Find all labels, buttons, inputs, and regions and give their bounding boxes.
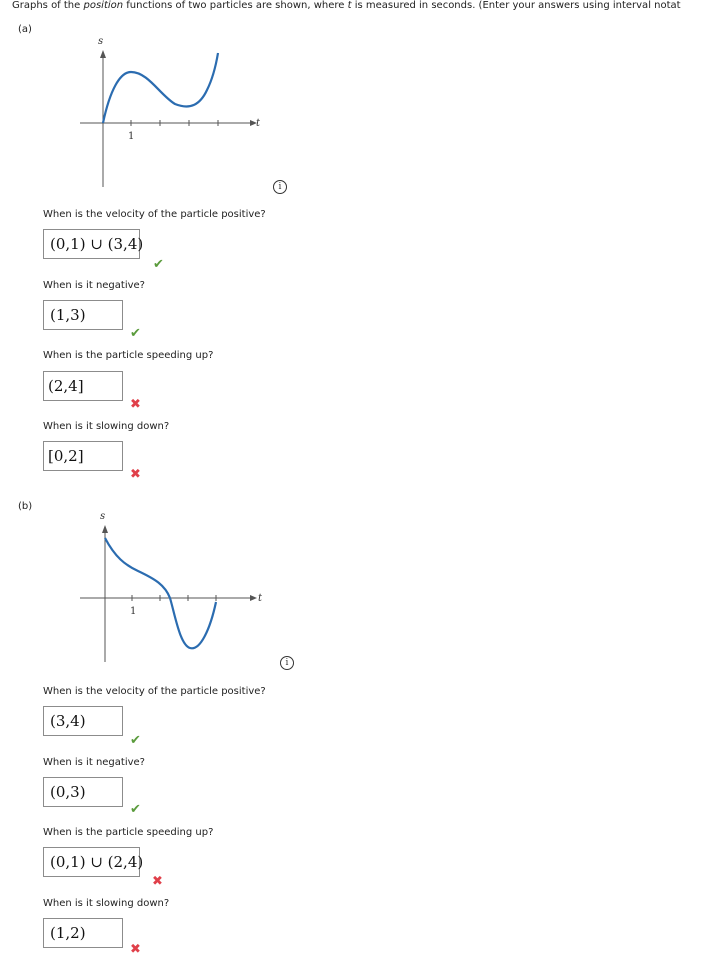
part-b-q2-check-icon: ✔ [130, 802, 141, 817]
part-a-q4-text: When is it slowing down? [43, 421, 170, 432]
part-b-tick-label-1: 1 [130, 606, 137, 617]
part-b-q1-text: When is the velocity of the particle positive? [43, 686, 266, 697]
part-a-label: (a) [18, 24, 32, 35]
part-a-tick-label-1: 1 [128, 131, 135, 142]
part-a-q3-answer-input[interactable]: (2,4] [43, 371, 123, 401]
part-b-info-icon[interactable]: i [280, 656, 294, 670]
part-b-position-graph [70, 505, 270, 665]
part-b-q2-answer-input[interactable]: (0,3) [43, 777, 123, 807]
part-a-s-label: s [98, 36, 104, 47]
part-a-q1-answer-input[interactable]: (0,1) ∪ (3,4) [43, 229, 140, 259]
part-b-s-axis-arrow [102, 525, 108, 533]
part-a-s-axis-arrow [100, 50, 106, 58]
part-a-q2-text: When is it negative? [43, 280, 145, 291]
part-a-position-curve [103, 53, 218, 123]
part-a-q1-text: When is the velocity of the particle positive? [43, 209, 266, 220]
part-b-s-label: s [100, 511, 106, 522]
part-b-label: (b) [18, 501, 33, 512]
part-b-t-axis-arrow [250, 595, 257, 601]
part-b-q4-answer-input[interactable]: (1,2) [43, 918, 123, 948]
part-b-q1-check-icon: ✔ [130, 733, 141, 748]
part-a-q2-check-icon: ✔ [130, 326, 141, 341]
part-b-q3-answer-input[interactable]: (0,1) ∪ (2,4) [43, 847, 140, 877]
part-b-t-label: t [258, 593, 263, 604]
part-a-q1-check-icon: ✔ [153, 257, 164, 272]
part-a-q2-answer-input[interactable]: (1,3) [43, 300, 123, 330]
part-b-position-curve [105, 538, 216, 648]
part-a-q3-text: When is the particle speeding up? [43, 350, 214, 361]
part-a-info-icon[interactable]: i [273, 180, 287, 194]
part-a-q4-cross-icon: ✖ [130, 467, 141, 482]
part-b-q4-text: When is it slowing down? [43, 898, 170, 909]
part-a-position-graph [70, 30, 270, 190]
part-a-q4-answer-input[interactable]: [0,2] [43, 441, 123, 471]
part-a-t-label: t [256, 118, 261, 129]
part-b-q3-cross-icon: ✖ [152, 874, 163, 889]
part-b-q3-text: When is the particle speeding up? [43, 827, 214, 838]
part-b-q4-cross-icon: ✖ [130, 942, 141, 957]
part-b-q2-text: When is it negative? [43, 757, 145, 768]
part-a-q3-cross-icon: ✖ [130, 397, 141, 412]
instructions-text: Graphs of the position functions of two particles are shown, where t is measured in seconds. (Enter your answers using interval notat [12, 0, 681, 11]
part-b-q1-answer-input[interactable]: (3,4) [43, 706, 123, 736]
